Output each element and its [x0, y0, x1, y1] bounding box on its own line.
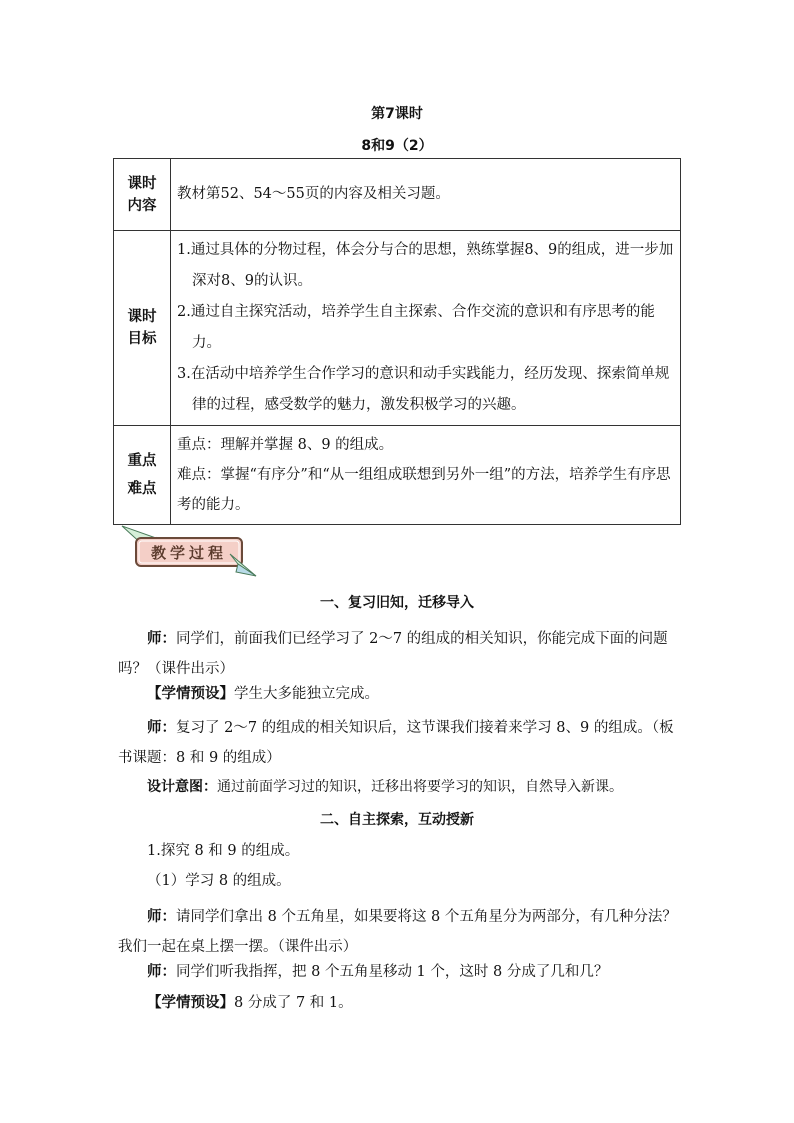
- design-intent: 设计意图：通过前面学习过的知识，迁移出将要学习的知识，自然导入新课。: [147, 779, 623, 795]
- teaching-process-badge: [120, 524, 260, 580]
- preset-line-1: 【学情预设】学生大多能独立完成。: [147, 686, 379, 702]
- badge-text: 教学过程: [150, 544, 228, 562]
- goal-item: 2.通过自主探究活动，培养学生自主探索、合作交流的意识和有序思考的能力。: [177, 304, 655, 351]
- key-cell: [171, 426, 681, 525]
- goals-head: 课时目标: [114, 231, 171, 426]
- goal-item: 3.在活动中培养学生合作学习的意识和动手实践能力，经历发现、探索简单规律的过程，感受数学的魅力，激发积极学习的兴趣。: [177, 366, 670, 413]
- key-head: 重点难点: [114, 426, 171, 525]
- lesson-title: 第7课时: [371, 106, 423, 122]
- section2-heading: 二、自主探索，互动授新: [320, 812, 474, 828]
- teacher-line-3: 师：请同学们拿出 8 个五角星，如果要将这 8 个五角星分为两部分，有几种分法？我们一起在桌上摆一摆。（课件出示）: [118, 909, 677, 955]
- teacher-line-4: 师：同学们听我指挥，把 8 个五角星移动 1 个，这时 8 分成了几和几？: [147, 964, 609, 980]
- goals-cell: [171, 231, 681, 426]
- teacher-line-1: 师：同学们，前面我们已经学习了 2～7 的组成的相关知识，你能完成下面的问题吗？（课件出示）: [118, 631, 668, 677]
- paper-plane-right-fold: [236, 564, 256, 576]
- row-goals: [114, 231, 681, 426]
- explore-subitem: （1）学习 8 的组成。: [147, 873, 291, 889]
- goal-item: 1.通过具体的分物过程，体会分与合的思想，熟练掌握8、9的组成，进一步加深对8、9的认识。: [177, 242, 674, 289]
- key-point: 重点：理解并掌握 8、9 的组成。: [177, 437, 394, 453]
- content-head: 课时内容: [114, 159, 171, 231]
- row-content: [114, 159, 681, 231]
- row-key: [114, 426, 681, 525]
- lesson-subtitle: 8和9（2）: [361, 138, 433, 154]
- teacher-line-2: 师：复习了 2～7 的组成的相关知识后，这节课我们接着来学习 8、9 的组成。（板书课题：8 和 9 的组成）: [118, 720, 674, 766]
- content-text: 教材第52、54～55页的内容及相关习题。: [171, 159, 681, 231]
- explore-item: 1.探究 8 和 9 的组成。: [147, 843, 300, 859]
- section1-heading: 一、复习旧知，迁移导入: [320, 595, 474, 611]
- difficulty: 难点：掌握“有序分”和“从一组组成联想到另外一组”的方法，培养学生有序思考的能力。: [177, 467, 671, 513]
- lesson-info-table: [113, 158, 681, 525]
- preset-line-2: 【学情预设】8 分成了 7 和 1。: [147, 995, 353, 1011]
